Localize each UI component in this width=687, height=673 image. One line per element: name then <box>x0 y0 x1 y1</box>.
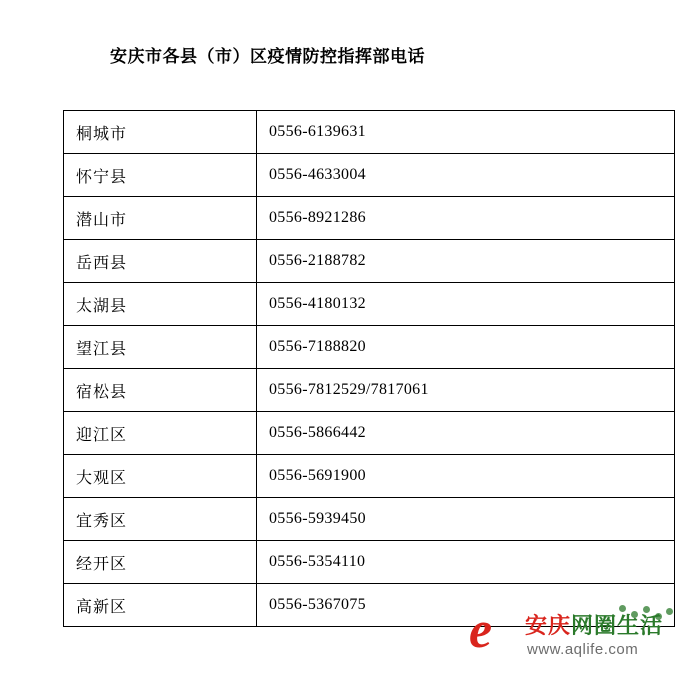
table-row <box>64 412 675 455</box>
table-row <box>64 541 675 584</box>
district-name-cell: 迎江区 <box>64 412 257 455</box>
phone-number-cell: 0556-4633004 <box>257 154 675 197</box>
phone-number-cell: 0556-5354110 <box>257 541 675 584</box>
watermark-letter-e: e <box>469 602 493 659</box>
phone-number-cell: 0556-2188782 <box>257 240 675 283</box>
page-title: 安庆市各县（市）区疫情防控指挥部电话 <box>110 47 425 66</box>
district-name-cell: 宿松县 <box>64 369 257 412</box>
district-name-cell: 高新区 <box>64 584 257 627</box>
table-row <box>64 154 675 197</box>
district-name-cell: 经开区 <box>64 541 257 584</box>
site-watermark <box>469 603 679 665</box>
district-name-cell: 太湖县 <box>64 283 257 326</box>
emergency-phone-table <box>63 110 675 627</box>
table-row <box>64 369 675 412</box>
watermark-brand-name <box>525 609 663 640</box>
district-name-cell: 潜山市 <box>64 197 257 240</box>
phone-number-cell: 0556-6139631 <box>257 111 675 154</box>
watermark-brand-red: 安庆 <box>525 613 572 638</box>
district-name-cell: 望江县 <box>64 326 257 369</box>
table-row <box>64 111 675 154</box>
phone-number-cell: 0556-8921286 <box>257 197 675 240</box>
phone-number-cell: 0556-5367075 <box>257 584 675 627</box>
table-row <box>64 498 675 541</box>
table-row <box>64 326 675 369</box>
watermark-brand-green: 网圈生活 <box>571 613 664 638</box>
table-row <box>64 455 675 498</box>
district-name-cell: 桐城市 <box>64 111 257 154</box>
district-name-cell: 大观区 <box>64 455 257 498</box>
phone-number-cell: 0556-4180132 <box>257 283 675 326</box>
table-row <box>64 240 675 283</box>
phone-number-cell: 0556-7188820 <box>257 326 675 369</box>
phone-number-cell: 0556-5939450 <box>257 498 675 541</box>
district-name-cell: 宜秀区 <box>64 498 257 541</box>
district-name-cell: 怀宁县 <box>64 154 257 197</box>
table-row <box>64 283 675 326</box>
table-row <box>64 197 675 240</box>
phone-number-cell: 0556-7812529/7817061 <box>257 369 675 412</box>
watermark-url: www.aqlife.com <box>527 641 639 658</box>
phone-number-cell: 0556-5866442 <box>257 412 675 455</box>
table-body <box>64 111 675 627</box>
district-name-cell: 岳西县 <box>64 240 257 283</box>
phone-number-cell: 0556-5691900 <box>257 455 675 498</box>
